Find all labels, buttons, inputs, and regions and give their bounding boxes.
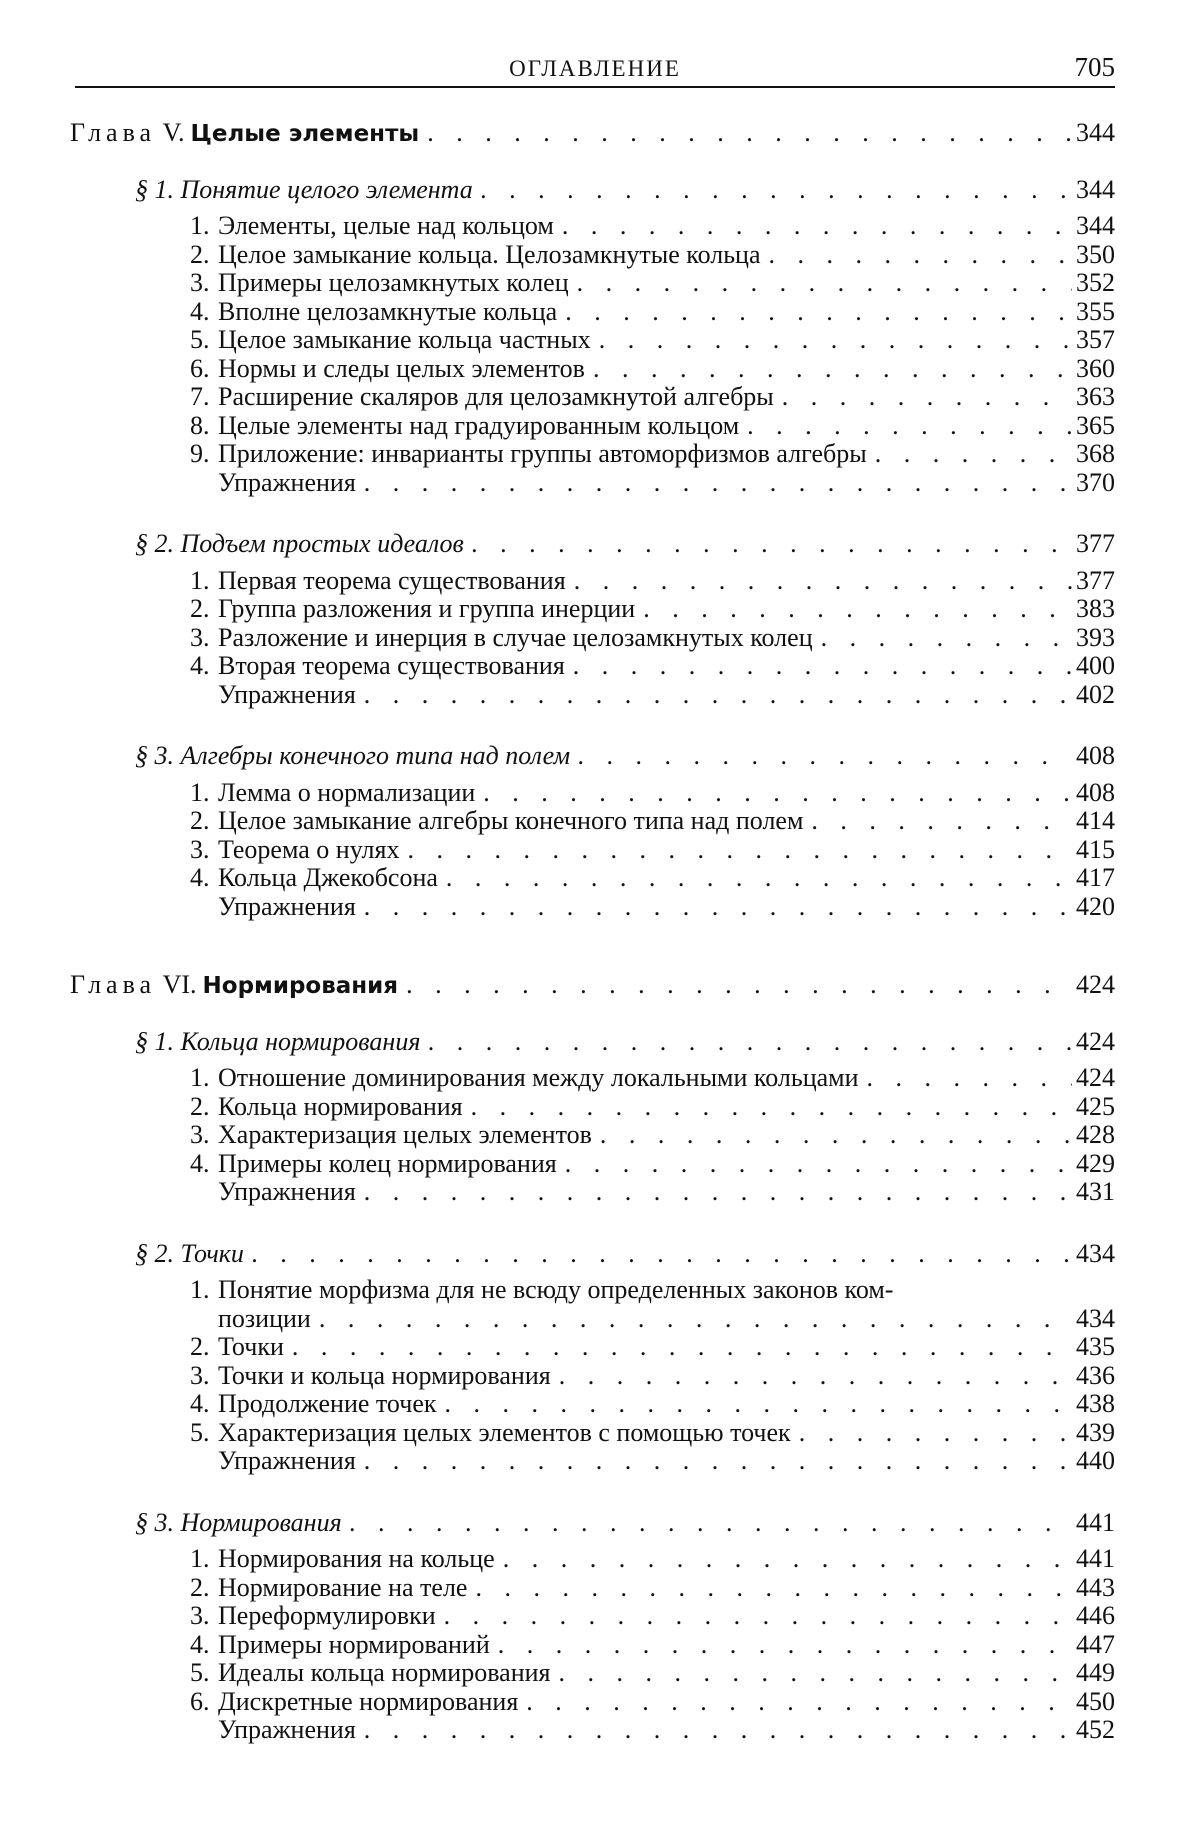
toc-item[interactable] bbox=[70, 383, 1115, 412]
dot-leader bbox=[574, 567, 1072, 596]
item-page: 355 bbox=[1076, 297, 1115, 326]
exercises-page: 402 bbox=[1076, 680, 1115, 709]
item-page: 439 bbox=[1076, 1418, 1115, 1447]
item-number: 1. bbox=[190, 1276, 210, 1304]
spacer bbox=[70, 149, 1115, 176]
item-number: 4. bbox=[190, 864, 210, 892]
item-label bbox=[190, 1276, 893, 1305]
exercises-label: Упражнения bbox=[218, 468, 356, 497]
item-title: Целое замыкание кольца частных bbox=[218, 326, 591, 354]
toc-item[interactable] bbox=[70, 440, 1115, 469]
toc-item[interactable] bbox=[70, 241, 1115, 270]
spacer bbox=[70, 1476, 1115, 1509]
item-page: 415 bbox=[1076, 835, 1115, 864]
exercises-entry[interactable] bbox=[70, 1716, 1115, 1745]
item-number: 5. bbox=[190, 1659, 210, 1687]
section-page: 441 bbox=[1076, 1508, 1115, 1537]
item-title: Характеризация целых элементов bbox=[218, 1121, 592, 1149]
dot-leader bbox=[875, 440, 1072, 469]
toc-item[interactable] bbox=[70, 1419, 1115, 1448]
exercises-entry[interactable] bbox=[70, 681, 1115, 710]
item-number: 2. bbox=[190, 1573, 210, 1602]
section-page: 424 bbox=[1076, 1027, 1115, 1056]
item-title: Точки bbox=[218, 1333, 284, 1361]
section-title: § 2. Точки bbox=[135, 1239, 244, 1268]
item-label bbox=[190, 779, 475, 808]
spacer bbox=[70, 709, 1115, 742]
exercises-page: 440 bbox=[1076, 1447, 1115, 1475]
chapter-page: 344 bbox=[1076, 119, 1115, 147]
exercises-label: Упражнения bbox=[218, 1716, 356, 1744]
item-title: Нормы и следы целых элементов bbox=[218, 354, 585, 383]
toc-item[interactable] bbox=[70, 1093, 1115, 1122]
item-label bbox=[190, 1545, 495, 1574]
item-label bbox=[190, 269, 569, 298]
item-number: 6. bbox=[190, 354, 210, 383]
item-title: Примеры колец нормирования bbox=[218, 1149, 557, 1178]
section-title: § 3. Алгебры конечного типа над полем bbox=[135, 742, 571, 770]
item-page: 357 bbox=[1076, 326, 1115, 354]
item-label bbox=[190, 212, 554, 241]
toc-item[interactable] bbox=[70, 1064, 1115, 1093]
page-header bbox=[75, 50, 1115, 88]
exercises-label: Упражнения bbox=[218, 892, 356, 921]
item-page: 360 bbox=[1076, 354, 1115, 383]
item-label bbox=[190, 595, 635, 624]
item-number: 1. bbox=[190, 566, 210, 595]
item-number: 4. bbox=[190, 652, 210, 680]
item-title: Кольца нормирования bbox=[218, 1092, 463, 1121]
dot-leader bbox=[444, 1602, 1072, 1631]
spacer bbox=[70, 497, 1115, 530]
item-page: 428 bbox=[1076, 1121, 1115, 1149]
chapter-title: Нормирования bbox=[202, 973, 399, 999]
item-page: 368 bbox=[1076, 440, 1115, 468]
dot-leader bbox=[577, 269, 1072, 298]
toc-item[interactable] bbox=[70, 298, 1115, 327]
item-title: Разложение и инерция в случае целозамкнутых колец bbox=[218, 623, 813, 652]
item-number: 3. bbox=[190, 269, 210, 297]
item-number: 3. bbox=[190, 1602, 210, 1630]
item-number: 1. bbox=[190, 212, 210, 240]
spacer bbox=[70, 1537, 1115, 1545]
toc-item[interactable] bbox=[70, 807, 1115, 836]
exercises-entry[interactable] bbox=[70, 1178, 1115, 1207]
item-title: Целое замыкание кольца. Целозамкнутые кольца bbox=[218, 240, 761, 269]
item-title: Группа разложения и группа инерции bbox=[218, 595, 636, 623]
chapter-label bbox=[70, 971, 398, 1001]
chapter-entry[interactable] bbox=[70, 119, 1115, 149]
item-label bbox=[190, 1602, 436, 1631]
item-number: 5. bbox=[190, 1418, 210, 1447]
dot-leader bbox=[565, 1150, 1072, 1179]
item-page: 441 bbox=[1076, 1545, 1115, 1573]
toc-item[interactable] bbox=[70, 1362, 1115, 1391]
item-page: 434 bbox=[1076, 1304, 1115, 1333]
exercises-page: 370 bbox=[1076, 468, 1115, 497]
dot-leader bbox=[799, 1419, 1072, 1448]
item-title: Нормирования на кольце bbox=[218, 1545, 495, 1573]
item-number: 1. bbox=[190, 1064, 210, 1092]
dot-leader bbox=[782, 383, 1072, 412]
toc-item[interactable] bbox=[70, 652, 1115, 681]
spacer bbox=[70, 921, 1115, 971]
toc-item[interactable] bbox=[70, 624, 1115, 653]
spacer bbox=[70, 1268, 1115, 1276]
item-title: Расширение скаляров для целозамкнутой алгебры bbox=[218, 383, 774, 411]
dot-leader bbox=[483, 779, 1072, 808]
item-number: 2. bbox=[190, 1333, 210, 1361]
item-number: 9. bbox=[190, 440, 210, 468]
item-number: 4. bbox=[190, 297, 210, 326]
dot-leader bbox=[559, 1362, 1072, 1391]
item-label bbox=[190, 1631, 490, 1660]
exercises-page: 452 bbox=[1076, 1716, 1115, 1744]
toc-item[interactable] bbox=[70, 1390, 1115, 1419]
item-page: 447 bbox=[1076, 1630, 1115, 1659]
section-entry[interactable] bbox=[70, 1028, 1115, 1057]
exercises-entry[interactable] bbox=[70, 1447, 1115, 1476]
section-page: 344 bbox=[1076, 175, 1115, 204]
dot-leader bbox=[600, 1121, 1072, 1150]
dot-leader bbox=[811, 807, 1072, 836]
dot-leader bbox=[364, 681, 1072, 710]
item-title: Теорема о нулях bbox=[218, 835, 400, 864]
section-entry[interactable] bbox=[70, 742, 1115, 771]
item-label bbox=[190, 1121, 592, 1150]
toc-item[interactable] bbox=[70, 595, 1115, 624]
item-number: 5. bbox=[190, 326, 210, 354]
item-label bbox=[190, 567, 566, 596]
section-entry[interactable] bbox=[70, 530, 1115, 559]
item-number: 3. bbox=[190, 1361, 210, 1390]
item-page: 425 bbox=[1076, 1092, 1115, 1121]
chapter-title: Целые элементы bbox=[190, 121, 420, 147]
toc-item[interactable] bbox=[70, 1574, 1115, 1603]
item-title: Лемма о нормализации bbox=[218, 778, 476, 807]
item-title-continuation: позиции bbox=[218, 1304, 311, 1333]
dot-leader bbox=[747, 412, 1072, 441]
chapter-number: V. bbox=[162, 119, 185, 147]
dot-leader bbox=[445, 1390, 1072, 1419]
item-title: Характеризация целых элементов с помощью точек bbox=[218, 1418, 791, 1447]
item-page: 446 bbox=[1076, 1602, 1115, 1630]
dot-leader bbox=[319, 1305, 1072, 1334]
item-label bbox=[190, 440, 867, 469]
toc-item[interactable] bbox=[70, 1276, 1115, 1305]
item-label bbox=[190, 836, 400, 865]
item-label bbox=[190, 1093, 463, 1122]
spacer bbox=[70, 1207, 1115, 1240]
item-label bbox=[190, 355, 585, 384]
item-title: Первая теорема существования bbox=[218, 566, 566, 595]
item-label bbox=[190, 1390, 437, 1419]
item-label bbox=[190, 807, 803, 836]
item-title: Отношение доминирования между локальными кольцами bbox=[218, 1064, 859, 1092]
item-page: 393 bbox=[1076, 623, 1115, 652]
item-page: 400 bbox=[1076, 652, 1115, 680]
section-title: § 1. Кольца нормирования bbox=[135, 1027, 421, 1056]
item-label bbox=[190, 864, 438, 893]
item-number: 2. bbox=[190, 1092, 210, 1121]
item-title: Элементы, целые над кольцом bbox=[218, 212, 554, 240]
dot-leader bbox=[599, 326, 1072, 355]
spacer bbox=[70, 771, 1115, 779]
item-title: Целые элементы над градуированным кольцом bbox=[218, 411, 740, 440]
toc-item[interactable] bbox=[70, 269, 1115, 298]
item-number: 4. bbox=[190, 1390, 210, 1418]
item-number: 7. bbox=[190, 383, 210, 411]
toc-item[interactable] bbox=[70, 1121, 1115, 1150]
item-title: Понятие морфизма для не всюду определенных законов ком- bbox=[218, 1276, 894, 1304]
dot-leader bbox=[558, 1659, 1072, 1688]
item-label bbox=[190, 1333, 284, 1362]
item-page: 429 bbox=[1076, 1149, 1115, 1178]
exercises-label: Упражнения bbox=[218, 1447, 356, 1475]
chapter-label bbox=[70, 119, 419, 149]
toc-item[interactable] bbox=[70, 212, 1115, 241]
dot-leader bbox=[428, 1028, 1072, 1057]
section-entry[interactable] bbox=[70, 1509, 1115, 1538]
dot-leader bbox=[867, 1064, 1072, 1093]
item-label bbox=[190, 1574, 467, 1603]
item-title: Точки и кольца нормирования bbox=[218, 1361, 551, 1390]
dot-leader bbox=[472, 530, 1072, 559]
dot-leader bbox=[364, 1178, 1072, 1207]
item-page: 352 bbox=[1076, 269, 1115, 297]
item-label bbox=[190, 1419, 791, 1448]
dot-leader bbox=[446, 864, 1072, 893]
item-page: 344 bbox=[1076, 212, 1115, 240]
toc-item[interactable] bbox=[70, 1545, 1115, 1574]
chapter-number: VI. bbox=[162, 971, 197, 999]
exercises-entry[interactable] bbox=[70, 469, 1115, 498]
item-title: Целое замыкание алгебры конечного типа над полем bbox=[218, 807, 804, 835]
toc-item[interactable] bbox=[70, 1631, 1115, 1660]
item-label bbox=[190, 326, 591, 355]
dot-leader bbox=[406, 971, 1072, 1000]
toc-item[interactable] bbox=[70, 836, 1115, 865]
item-title: Приложение: инварианты группы автоморфизмов алгебры bbox=[218, 440, 867, 468]
dot-leader bbox=[593, 355, 1072, 384]
item-page: 443 bbox=[1076, 1573, 1115, 1602]
item-title: Продолжение точек bbox=[218, 1390, 437, 1418]
item-label bbox=[190, 1659, 550, 1688]
dot-leader bbox=[364, 1447, 1072, 1476]
item-page: 383 bbox=[1076, 595, 1115, 623]
dot-leader bbox=[498, 1631, 1072, 1660]
page-title: ОГЛАВЛЕНИЕ bbox=[509, 56, 681, 81]
item-label bbox=[190, 241, 761, 270]
item-number: 3. bbox=[190, 623, 210, 652]
item-label bbox=[190, 624, 813, 653]
toc-item[interactable] bbox=[70, 1602, 1115, 1631]
item-title: Дискретные нормирования bbox=[218, 1687, 519, 1716]
section-entry[interactable] bbox=[70, 1240, 1115, 1269]
item-label bbox=[190, 412, 739, 441]
dot-leader bbox=[252, 1240, 1072, 1269]
section-title: § 2. Подъем простых идеалов bbox=[135, 530, 464, 558]
item-page: 450 bbox=[1076, 1687, 1115, 1716]
item-number: 2. bbox=[190, 807, 210, 835]
item-page: 417 bbox=[1076, 864, 1115, 892]
exercises-page: 420 bbox=[1076, 892, 1115, 921]
item-page: 449 bbox=[1076, 1659, 1115, 1687]
item-label bbox=[190, 1150, 557, 1179]
toc-item[interactable] bbox=[70, 567, 1115, 596]
chapter-page: 424 bbox=[1076, 971, 1115, 999]
item-number: 6. bbox=[190, 1687, 210, 1716]
item-page: 424 bbox=[1076, 1064, 1115, 1092]
dot-leader bbox=[643, 595, 1072, 624]
toc-item[interactable] bbox=[70, 1688, 1115, 1717]
item-page: 438 bbox=[1076, 1390, 1115, 1418]
dot-leader bbox=[821, 624, 1072, 653]
dot-leader bbox=[364, 893, 1072, 922]
section-page: 377 bbox=[1076, 530, 1115, 558]
item-page: 436 bbox=[1076, 1361, 1115, 1390]
item-title: Примеры целозамкнутых колец bbox=[218, 269, 569, 297]
dot-leader bbox=[481, 176, 1072, 205]
item-page: 377 bbox=[1076, 566, 1115, 595]
item-page: 365 bbox=[1076, 411, 1115, 440]
item-number: 2. bbox=[190, 595, 210, 623]
item-label bbox=[190, 1064, 859, 1093]
spacer bbox=[70, 559, 1115, 567]
section-page: 408 bbox=[1076, 742, 1115, 770]
exercises-page: 431 bbox=[1076, 1178, 1115, 1206]
item-title: Кольца Джекобсона bbox=[218, 864, 438, 892]
section-title: § 1. Понятие целого элемента bbox=[135, 175, 473, 204]
dot-leader bbox=[573, 652, 1072, 681]
item-number: 8. bbox=[190, 411, 210, 440]
dot-leader bbox=[526, 1688, 1072, 1717]
item-number: 4. bbox=[190, 1630, 210, 1659]
toc-item[interactable] bbox=[70, 1150, 1115, 1179]
item-number: 4. bbox=[190, 1149, 210, 1178]
item-label bbox=[190, 383, 774, 412]
exercises-label: Упражнения bbox=[218, 680, 356, 709]
section-page: 434 bbox=[1076, 1239, 1115, 1268]
item-page: 414 bbox=[1076, 807, 1115, 835]
item-label bbox=[190, 652, 565, 681]
toc-item[interactable] bbox=[70, 864, 1115, 893]
item-page: 363 bbox=[1076, 383, 1115, 411]
item-number: 2. bbox=[190, 240, 210, 269]
item-title: Вполне целозамкнутые кольца bbox=[218, 297, 558, 326]
table-of-contents bbox=[70, 119, 1115, 1745]
item-label bbox=[190, 1362, 551, 1391]
dot-leader bbox=[408, 836, 1073, 865]
spacer bbox=[70, 1056, 1115, 1064]
item-title: Переформулировки bbox=[218, 1602, 436, 1630]
dot-leader bbox=[475, 1574, 1072, 1603]
item-number: 1. bbox=[190, 778, 210, 807]
toc-item[interactable] bbox=[70, 1333, 1115, 1362]
section-entry[interactable] bbox=[70, 176, 1115, 205]
toc-item[interactable] bbox=[70, 1659, 1115, 1688]
item-page: 350 bbox=[1076, 240, 1115, 269]
item-number: 3. bbox=[190, 835, 210, 864]
chapter-entry[interactable] bbox=[70, 971, 1115, 1001]
dot-leader bbox=[471, 1093, 1072, 1122]
spacer bbox=[70, 204, 1115, 212]
chapter-prefix: Глава bbox=[70, 971, 157, 999]
item-title: Идеалы кольца нормирования bbox=[218, 1659, 551, 1687]
toc-item-continuation[interactable] bbox=[70, 1305, 1115, 1334]
dot-leader bbox=[562, 212, 1072, 241]
toc-item[interactable] bbox=[70, 412, 1115, 441]
section-title: § 3. Нормирования bbox=[135, 1508, 342, 1537]
chapter-prefix: Глава bbox=[70, 119, 157, 147]
exercises-entry[interactable] bbox=[70, 893, 1115, 922]
dot-leader bbox=[578, 742, 1072, 771]
toc-item[interactable] bbox=[70, 779, 1115, 808]
exercises-label: Упражнения bbox=[218, 1178, 356, 1206]
item-title: Вторая теорема существования bbox=[218, 652, 565, 680]
item-label bbox=[190, 298, 557, 327]
dot-leader bbox=[364, 469, 1072, 498]
item-title: Нормирование на теле bbox=[218, 1573, 468, 1602]
item-title: Примеры нормирований bbox=[218, 1630, 490, 1659]
dot-leader bbox=[292, 1333, 1072, 1362]
spacer bbox=[70, 1001, 1115, 1028]
dot-leader bbox=[427, 119, 1072, 148]
dot-leader bbox=[350, 1509, 1072, 1538]
dot-leader bbox=[565, 298, 1072, 327]
page-number: 705 bbox=[1074, 52, 1115, 82]
dot-leader bbox=[503, 1545, 1072, 1574]
toc-item[interactable] bbox=[70, 355, 1115, 384]
item-page: 435 bbox=[1076, 1333, 1115, 1361]
item-page: 408 bbox=[1076, 778, 1115, 807]
item-label bbox=[190, 1688, 518, 1717]
dot-leader bbox=[769, 241, 1072, 270]
item-number: 1. bbox=[190, 1545, 210, 1573]
toc-item[interactable] bbox=[70, 326, 1115, 355]
dot-leader bbox=[364, 1716, 1072, 1745]
item-number: 3. bbox=[190, 1121, 210, 1149]
